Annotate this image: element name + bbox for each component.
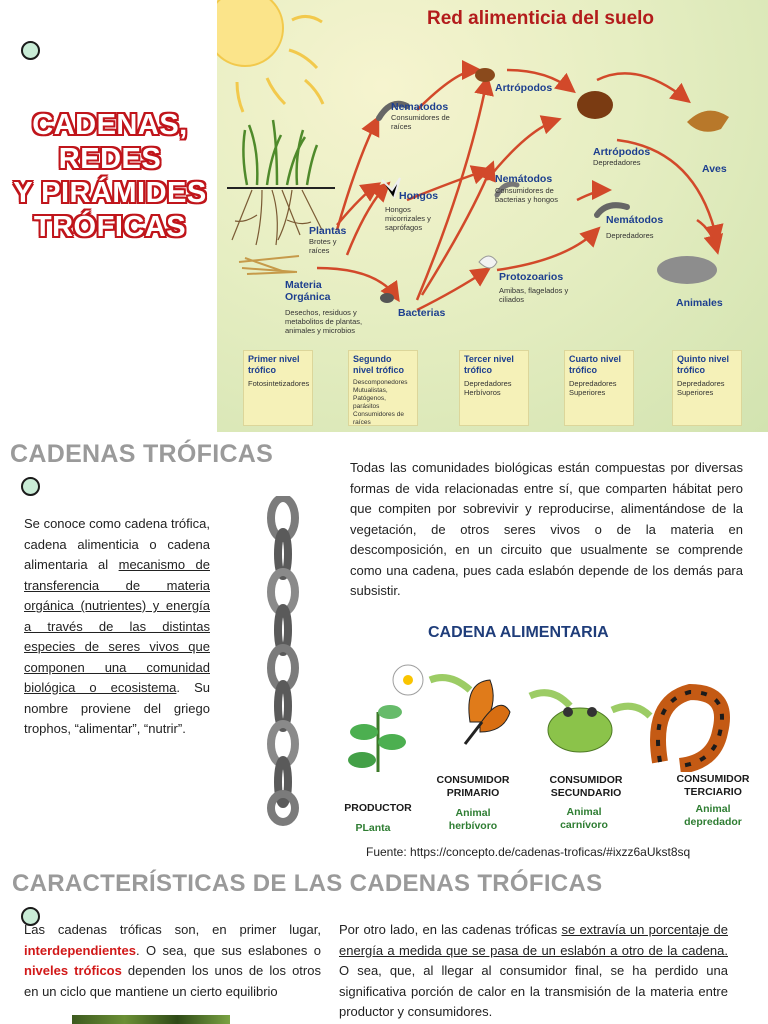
interdependence-text-3: dependen los unos de los otros en un ciclo que mantiene un cierto equilibrio <box>24 963 321 999</box>
web-node-desc: Consumidores de bacterias y hongos <box>495 186 558 204</box>
trophic-level-desc: Depredadores Superiores <box>569 379 617 397</box>
web-node-label: Nemátodos <box>495 173 553 185</box>
web-node-label: Artrópodos <box>593 146 651 158</box>
bullet-circle <box>21 477 40 496</box>
chain-label-primary: CONSUMIDOR PRIMARIO <box>436 774 510 799</box>
definition-paragraph <box>24 514 210 740</box>
energy-loss-paragraph <box>339 920 728 1023</box>
web-node-label: Nemátodos <box>606 214 664 226</box>
trophic-level-card <box>243 350 313 426</box>
title-line-3: Y PIRÁMIDES <box>13 177 207 209</box>
trophic-level-desc: Descomponedores Mutualistas, Patógenos, parásitos Consumidores de raíces <box>353 379 408 426</box>
trophic-level-card <box>564 350 634 426</box>
trophic-level-card <box>459 350 529 426</box>
definition-intro: Se conoce como cadena trófica, cadena alimenticia o cadena alimentaria al <box>24 516 210 572</box>
trophic-level-card <box>348 350 418 426</box>
web-node-desc: Depredadores <box>606 231 654 240</box>
chain-label-tertiary: CONSUMIDOR TERCIARIO <box>676 773 750 798</box>
title-line-1: CADENAS, <box>32 109 188 141</box>
chain-sub-secondary: Animal carnívoro <box>560 806 608 831</box>
web-node-desc: Depredadores <box>593 158 641 167</box>
page-title <box>4 108 216 244</box>
web-node-desc: Desechos, residuos y metabolitos de plantas, animales y microbios <box>285 308 363 335</box>
trophic-level-title: Cuarto nivel trófico <box>569 354 622 375</box>
web-node-label: Aves <box>702 163 727 175</box>
chain-sub-tertiary: Animal depredador <box>684 803 742 828</box>
web-node-label: Hongos <box>399 190 439 202</box>
web-node-label: Bacterias <box>398 307 446 319</box>
energy-loss-text-1: Por otro lado, en las cadenas tróficas <box>339 922 562 937</box>
definition-end: . Su nombre proviene del griego trophos, “alimentar”, “nutrir”. <box>24 680 210 736</box>
trophic-level-desc: Depredadores Herbívoros <box>464 379 512 397</box>
chain-sub-primary: Animal herbívoro <box>448 807 498 832</box>
trophic-level-card <box>672 350 742 426</box>
chain-label-producer: PRODUCTOR <box>344 802 412 814</box>
trophic-level-desc: Depredadores Superiores <box>677 379 725 397</box>
interdependence-paragraph <box>24 920 321 1002</box>
web-node-label: Plantas <box>309 225 347 237</box>
chain-illustration <box>250 496 320 826</box>
definition-underlined: mecanismo de transferencia de materia orgánica (nutrientes) y energía a través de las distintas especies de seres vivos que componen una comunidad biológica o ecosistema <box>24 557 210 695</box>
communities-paragraph: Todas las comunidades biológicas están compuestas por diversas formas de vida relacionadas entre sí, que comparten hábitat pero que compiten por sobrevivir y reproducirse, alimentándose de la vegetación, de otros seres vivos o de la materia en descomposición, en un circuito que usualmente se comprende como una cadena, pues cada eslabón depende de los demás para subsistir. <box>350 460 743 598</box>
section-title-caracteristicas: CARACTERÍSTICAS DE LAS CADENAS TRÓFICAS <box>12 870 603 897</box>
web-node-label: Artrópodos <box>495 82 553 94</box>
interdependence-text-1: Las cadenas tróficas son, en primer lugar, <box>24 922 321 937</box>
trophic-level-title: Segundo nivel trófico <box>353 354 405 375</box>
food-chain-title: CADENA ALIMENTARIA <box>428 624 609 641</box>
web-node-label: Materia Orgánica <box>285 279 331 303</box>
web-node-desc: Amibas, flagelados y ciliados <box>499 286 569 304</box>
niveles-troficos-highlight: niveles tróficos <box>24 963 122 978</box>
trophic-level-title: Tercer nivel trófico <box>464 354 514 375</box>
title-line-2: REDES <box>58 143 162 175</box>
trophic-level-title: Quinto nivel trófico <box>677 354 730 375</box>
energy-loss-text-2: O sea, que, al llegar al consumidor final, se ha perdido una significativa porción de calor en la transmisión de la materia entre productor y consumidores. <box>339 963 728 1019</box>
web-node-label: Animales <box>676 297 723 309</box>
web-node-desc: Brotes y raíces <box>309 237 337 255</box>
source-citation: Fuente: https://concepto.de/cadenas-troficas/#ixzz6aUkst8sq <box>366 845 691 859</box>
web-node-label: Protozoarios <box>499 271 564 283</box>
web-node-desc: Consumidores de raíces <box>391 113 450 131</box>
interdependientes-highlight: interdependientes <box>24 942 136 958</box>
interdependence-text-2: . O sea, que sus eslabones o <box>135 942 321 958</box>
trophic-level-title: Primer nivel trófico <box>248 354 300 375</box>
chain-label-secondary: CONSUMIDOR SECUNDARIO <box>549 774 623 799</box>
food-chain-illustration <box>330 652 768 772</box>
web-node-desc: Hongos micorrizales y saprófagos <box>385 205 431 232</box>
trophic-level-desc: Fotosintetizadores <box>248 379 310 388</box>
section-title-cadenas: CADENAS TRÓFICAS <box>10 440 274 468</box>
chain-links <box>250 496 320 826</box>
web-node-label: Nematodos <box>391 101 449 113</box>
bullet-circle <box>21 41 40 60</box>
chain-sub-producer: PLanta <box>355 822 391 834</box>
food-web-figure <box>217 0 768 432</box>
title-line-4: TRÓFICAS <box>33 211 187 243</box>
food-web-title: Red alimenticia del suelo <box>427 8 655 29</box>
energy-loss-underlined: se extravía un porcentaje de energía a medida que se pasa de un eslabón a otro de la cadena. <box>339 922 728 958</box>
grass-photo <box>72 1015 230 1024</box>
